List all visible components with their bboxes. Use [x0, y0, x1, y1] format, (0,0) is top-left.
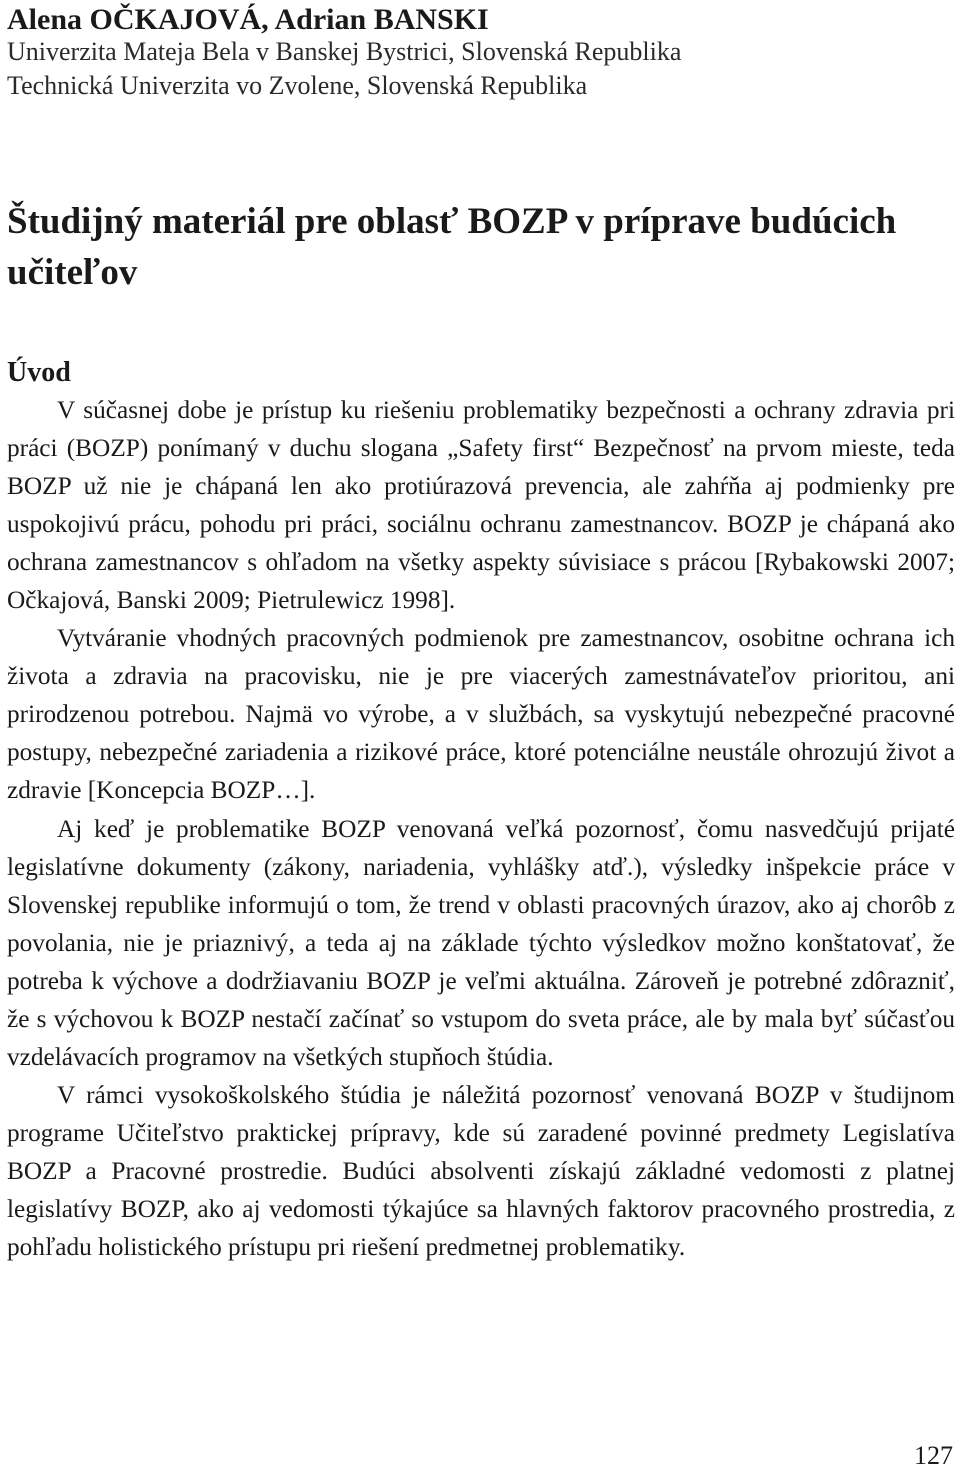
affiliation-2: Technická Univerzita vo Zvolene, Slovenská Republika: [7, 71, 588, 100]
article-body: [7, 391, 955, 1266]
section-heading: Úvod: [7, 357, 71, 388]
affiliation-1: Univerzita Mateja Bela v Banskej Bystrici, Slovenská Republika: [7, 37, 682, 66]
article-title: Študijný materiál pre oblasť BOZP v príprave budúcich učiteľov: [7, 201, 897, 293]
paragraph-2: Vytváranie vhodných pracovných podmienok pre zamestnancov, osobitne ochrana ich života a zdravia na pracovisku, nie je pre viacerých zamestnávateľov prioritou, ani prirodzenou potrebou. Najmä vo výrobe, a v službách, sa vyskytujú nebezpečné pracovné postupy, nebezpečné zariadenia a rizikové práce, ktoré potenciálne neustále ohrozujú život a zdravie [Koncepcia BOZP…].: [7, 624, 955, 805]
author-line: Alena OČKAJOVÁ, Adrian BANSKI: [7, 3, 489, 36]
page-number: 127: [914, 1441, 953, 1470]
paragraph-3: Aj keď je problematike BOZP venovaná veľká pozornosť, čomu nasvedčujú prijaté legislatívne dokumenty (zákony, nariadenia, vyhlášky atď.), výsledky inšpekcie práce v Slovenskej republike informujú o tom, že trend v oblasti pracovných úrazov, ako aj chorôb z povolania, nie je priaznivý, a teda aj na základe týchto výsledkov možno konštatovať, že potreba k výchove a dodržiavaniu BOZP je veľmi aktuálna. Zároveň je potrebné zdôrazniť, že s výchovou k BOZP nestačí začínať so vstupom do sveta práce, ale by mala byť súčasťou vzdelávacích programov na všetkých stupňoch štúdia.: [7, 814, 955, 1071]
paragraph-1: V súčasnej dobe je prístup ku riešeniu problematiky bezpečnosti a ochrany zdravia pri práci (BOZP) ponímaný v duchu slogana „Safety first“ Bezpečnosť na prvom mieste, teda BOZP už nie je chápaná len ako protiúrazová prevencia, ale zahŕňa aj podmienky pre uspokojivú prácu, pohodu pri práci, sociálnu ochranu zamestnancov. BOZP je chápaná ako ochrana zamestnancov s ohľadom na všetky aspekty súvisiace s prácou [Rybakowski 2007; Očkajová, Banski 2009; Pietrulewicz 1998].: [7, 396, 955, 615]
paragraph-4: V rámci vysokoškolského štúdia je náležitá pozornosť venovaná BOZP v študijnom programe Učiteľstvo praktickej prípravy, kde sú zaradené povinné predmety Legislatíva BOZP a Pracovné prostredie. Budúci absolventi získajú základné vedomosti z platnej legislatívy BOZP, ako aj vedomosti týkajúce sa hlavných faktorov pracovného prostredia, z pohľadu holistického prístupu pri riešení predmetnej problematiky.: [7, 1080, 955, 1262]
